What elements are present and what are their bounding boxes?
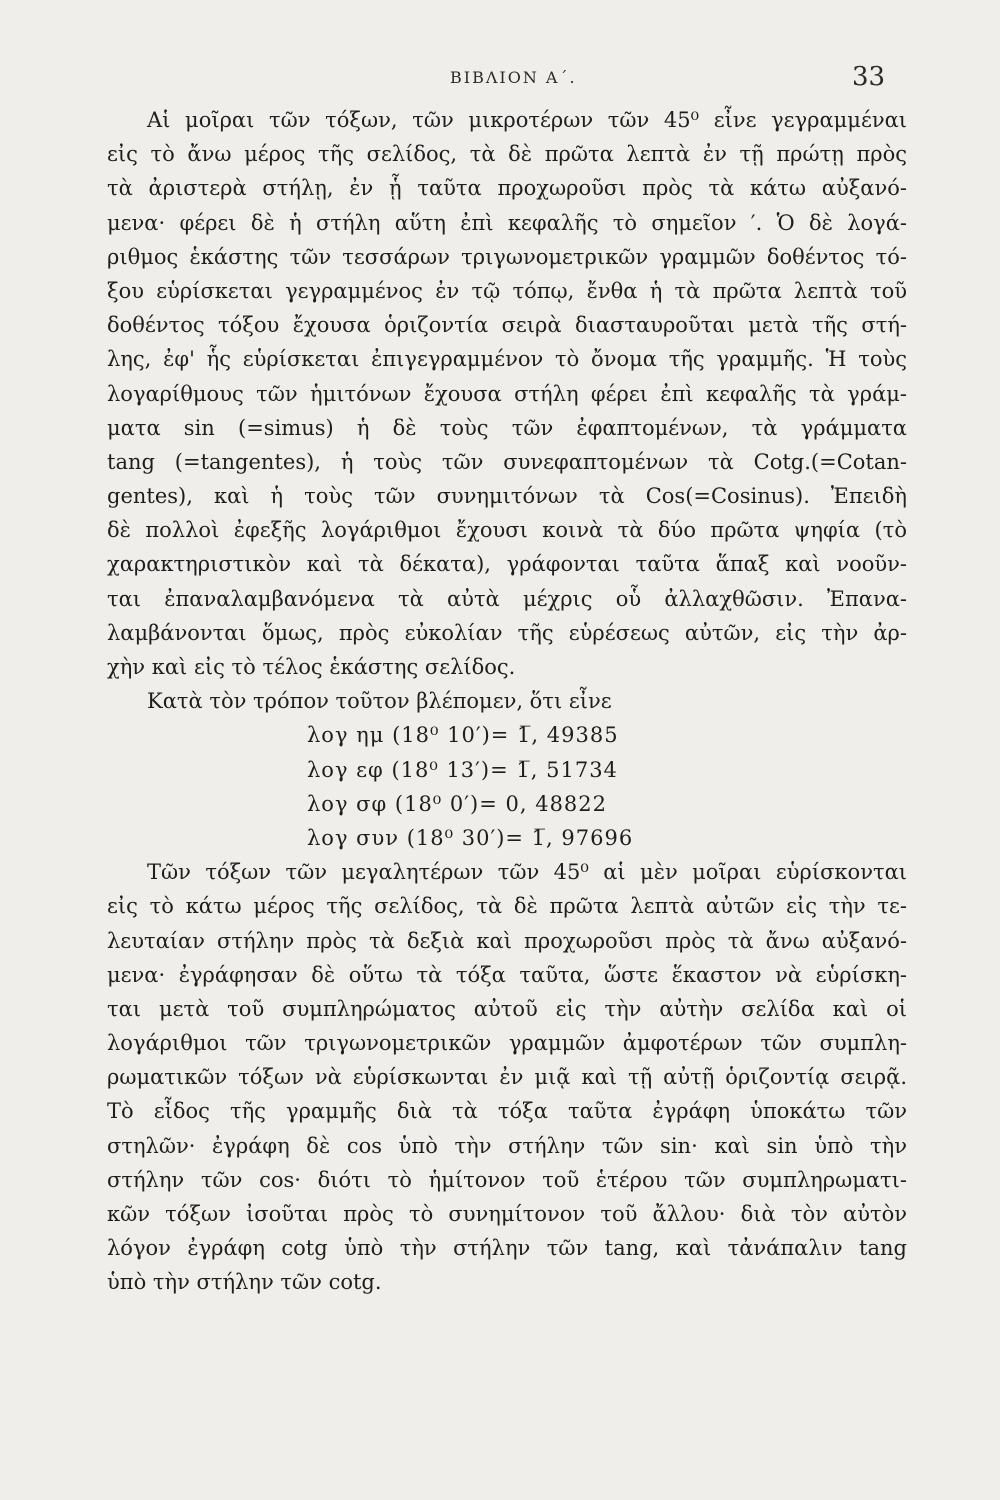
text-line: Τῶν τόξων τῶν μεγαλητέρων τῶν 45⁰ αἱ μὲν μοῖραι εὑρίσκονται (147, 860, 907, 885)
text-line: μενα· φέρει δὲ ἡ στήλη αὕτη ἐπὶ κεφαλῆς τὸ σημεῖον ′. Ὁ δὲ λογά- (107, 210, 907, 235)
text-line: τὰ ἀριστερὰ στήλῃ, ἐν ᾗ ταῦτα προχωροῦσι πρὸς τὰ κάτω αὐξανό- (107, 176, 907, 201)
text-line: Αἱ μοῖραι τῶν τόξων, τῶν μικροτέρων τῶν 45⁰ εἶνε γεγραμμέναι (147, 108, 907, 132)
text-line: tang (=tangentes), ἡ τοὺς τῶν συνεφαπτομένων τὰ Cotg.(=Cotan- (107, 449, 907, 474)
text-line: Τὸ εἶδος τῆς γραμμῆς διὰ τὰ τόξα ταῦτα ἐγράφη ὑποκάτω τῶν (107, 1099, 907, 1124)
text-line: λαμβάνονται ὅμως, πρὸς εὐκολίαν τῆς εὑρέσεως αὐτῶν, εἰς τὴν ἀρ- (107, 620, 907, 645)
text-line: ται μετὰ τοῦ συμπληρώματος αὐτοῦ εἰς τὴν αὐτὴν σελίδα καὶ οἱ (107, 996, 907, 1021)
formula-line: λογ συν (18⁰ 30′)= 1̅, 97696 (307, 825, 634, 850)
body-text (107, 103, 907, 1300)
formula-line: λογ ημ (18⁰ 10′)= 1̅, 49385 (307, 723, 619, 748)
text-line: ρωματικῶν τόξων νὰ εὑρίσκωνται ἐν μιᾷ καὶ τῇ αὐτῇ ὁριζοντίᾳ σειρᾷ. (107, 1065, 907, 1090)
text-line: κῶν τόξων ἰσοῦται πρὸς τὸ συνημίτονον τοῦ ἄλλου· διὰ τὸν αὐτὸν (107, 1202, 907, 1226)
text-line: λευταίαν στήλην πρὸς τὰ δεξιὰ καὶ προχωροῦσι πρὸς τὰ ἄνω αὐξανό- (107, 928, 907, 953)
formula-line: λογ σφ (18⁰ 0′)= 0, 48822 (307, 791, 608, 816)
text-line: λογαρίθμους τῶν ἡμιτόνων ἔχουσα στήλη φέρει ἐπὶ κεφαλῆς τὰ γράμ- (107, 381, 907, 406)
text-line: λης, ἐφ' ἧς εὑρίσκεται ἐπιγεγραμμένον τὸ ὄνομα τῆς γραμμῆς. Ἡ τοὺς (107, 347, 907, 372)
text-line: gentes), καὶ ἡ τοὺς τῶν συνημιτόνων τὰ Cos(=Cosinus). Ἐπειδὴ (107, 484, 907, 509)
text-line: ξου εὑρίσκεται γεγραμμένος ἐν τῷ τόπῳ, ἔνθα ἡ τὰ πρῶτα λεπτὰ τοῦ (107, 278, 907, 303)
formula-line: λογ εφ (18⁰ 13′)= 1̅, 51734 (307, 757, 618, 782)
page-number: 33 (852, 62, 886, 92)
text-line: ριθμος ἑκάστης τῶν τεσσάρων τριγωνομετρικῶν γραμμῶν δοθέντος τό- (107, 244, 907, 269)
text-line: δὲ πολλοὶ ἐφεξῆς λογάριθμοι ἔχουσι κοινὰ τὰ δύο πρῶτα ψηφία (τὸ (107, 518, 907, 543)
text-line: στήλην τῶν cos· διότι τὸ ἡμίτονον τοῦ ἑτέρου τῶν συμπληρωματι- (107, 1167, 907, 1192)
text-line: χαρακτηριστικὸν καὶ τὰ δέκατα), γράφονται ταῦτα ἅπαξ καὶ νοοῦν- (107, 552, 907, 577)
text-line: μενα· ἐγράφησαν δὲ οὕτω τὰ τόξα ταῦτα, ὥστε ἕκαστον νὰ εὑρίσκη- (107, 962, 907, 987)
text-line: δοθέντος τόξου ἔχουσα ὁριζοντία σειρὰ διασταυροῦται μετὰ τῆς στή- (107, 313, 907, 338)
text-line: ὑπὸ τὴν στήλην τῶν cotg. (107, 1270, 382, 1295)
text-line: στηλῶν· ἐγράφη δὲ cos ὑπὸ τὴν στήλην τῶν sin· καὶ sin ὑπὸ τὴν (107, 1133, 907, 1158)
text-line: λογάριθμοι τῶν τριγωνομετρικῶν γραμμῶν ἀμφοτέρων τῶν συμπλη- (107, 1031, 907, 1056)
text-line: χὴν καὶ εἰς τὸ τέλος ἑκάστης σελίδος. (107, 655, 516, 679)
text-line: ται ἐπαναλαμβανόμενα τὰ αὐτὰ μέχρις οὗ ἀλλαχθῶσιν. Ἐπανα- (107, 586, 907, 611)
running-title: ΒΙΒΛΙΟΝ Α΄. (450, 68, 577, 87)
text-line: ματα sin (=simus) ἡ δὲ τοὺς τῶν ἐφαπτομένων, τὰ γράμματα (107, 415, 907, 440)
running-head (0, 62, 1000, 92)
text-line: λόγον ἐγράφη cotg ὑπὸ τὴν στήλην τῶν tang, καὶ τἀνάπαλιν tang (107, 1236, 907, 1261)
text-line: εἰς τὸ ἄνω μέρος τῆς σελίδος, τὰ δὲ πρῶτα λεπτὰ ἐν τῇ πρώτῃ πρὸς (107, 142, 907, 167)
text-line: Κατὰ τὸν τρόπον τοῦτον βλέπομεν, ὅτι εἶνε (147, 689, 612, 714)
text-line: εἰς τὸ κάτω μέρος τῆς σελίδος, τὰ δὲ πρῶτα λεπτὰ αὐτῶν εἰς τὴν τε- (107, 894, 907, 919)
